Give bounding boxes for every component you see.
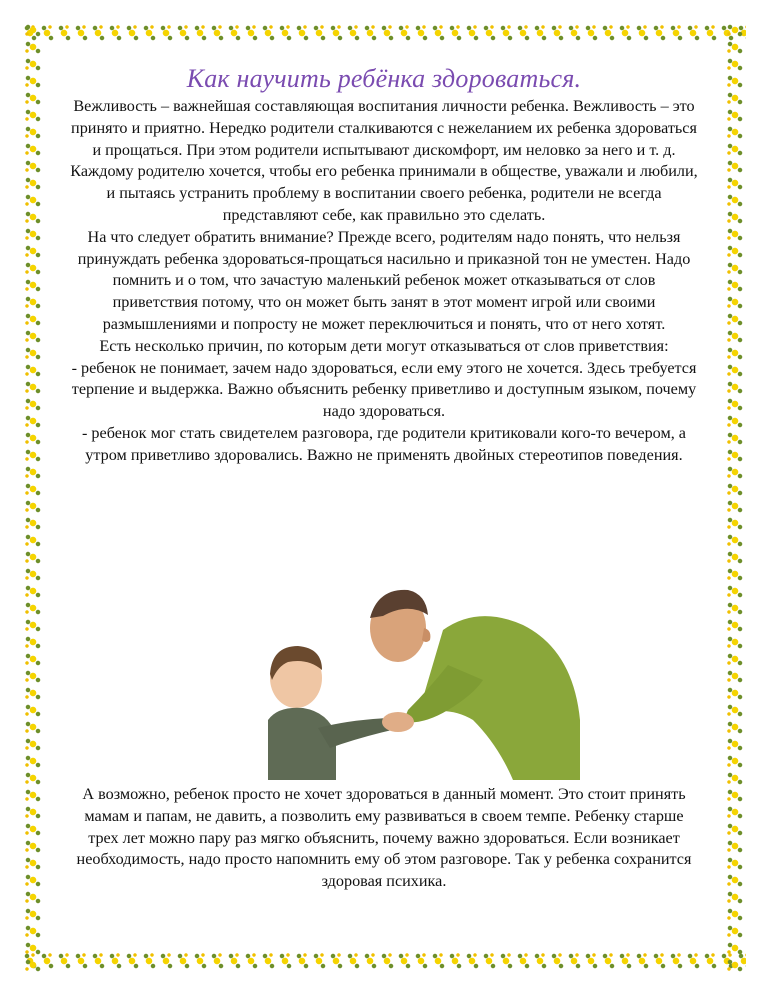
paragraph-intro: Вежливость – важнейшая составляющая воспитания личности ребенка. Вежливость – это принято и приятно. Нередко родители сталкиваются с нежеланием их ребенка здороваться и прощаться. При этом родители испытывают дискомфорт, им неловко за него и т. д. Каждому родителю хочется, чтобы его ребенка принимали в обществе, уважали и любили, и пытаясь устранить проблему в воспитании своего ребенка, родители не всегда представляют себе, как правильно это сделать. [70, 97, 698, 224]
paragraph-attention: На что следует обратить внимание? Прежде всего, родителям надо понять, что нельзя принуждать ребенка здороваться-прощаться насильно и приказной тон не уместен. Надо помнить и о том, что зачастую маленький ребенок может отказываться от слов приветствия потому, что он может быть занят в этот момент игрой или своими размышлениями и попросту не может переключиться и понять, что от него хотят. [77, 227, 691, 333]
article-closing [70, 784, 698, 893]
border-top [22, 22, 746, 44]
handshake-photo [258, 570, 588, 780]
handshake-hands [382, 712, 414, 732]
list-item-reason-2: - ребенок мог стать свидетелем разговора, где родители критиковали кого-то вечером, а утром приветливо здоровались. Важно не применять двойных стереотипов поведения. [82, 423, 686, 464]
paragraph-reasons: Есть несколько причин, по которым дети могут отказываться от слов приветствия: [99, 336, 669, 355]
article-body [70, 96, 698, 467]
page-title: Как научить ребёнка здороваться. [186, 64, 582, 93]
boy-body [268, 708, 336, 780]
border-right [724, 22, 746, 972]
paragraph-closing: А возможно, ребенок просто не хочет здороваться в данный момент. Это стоит принять мамам и папам, не давить, а позволить ему развиваться в своем темпе. Ребенку старше трех лет можно пару раз мягко объяснить, почему важно здороваться. Если возникает необходимость, надо просто напомнить ему об этом разговоре. Так у ребенка сохранится здоровая психика. [76, 785, 692, 891]
border-left [22, 22, 44, 972]
border-bottom [22, 950, 746, 972]
list-item-reason-1: - ребенок не понимает, зачем надо здороваться, если ему этого не хочется. Здесь требуется терпение и выдержка. Важно объяснить ребенку приветливо и доступным языком, почему надо здороваться. [71, 358, 697, 421]
